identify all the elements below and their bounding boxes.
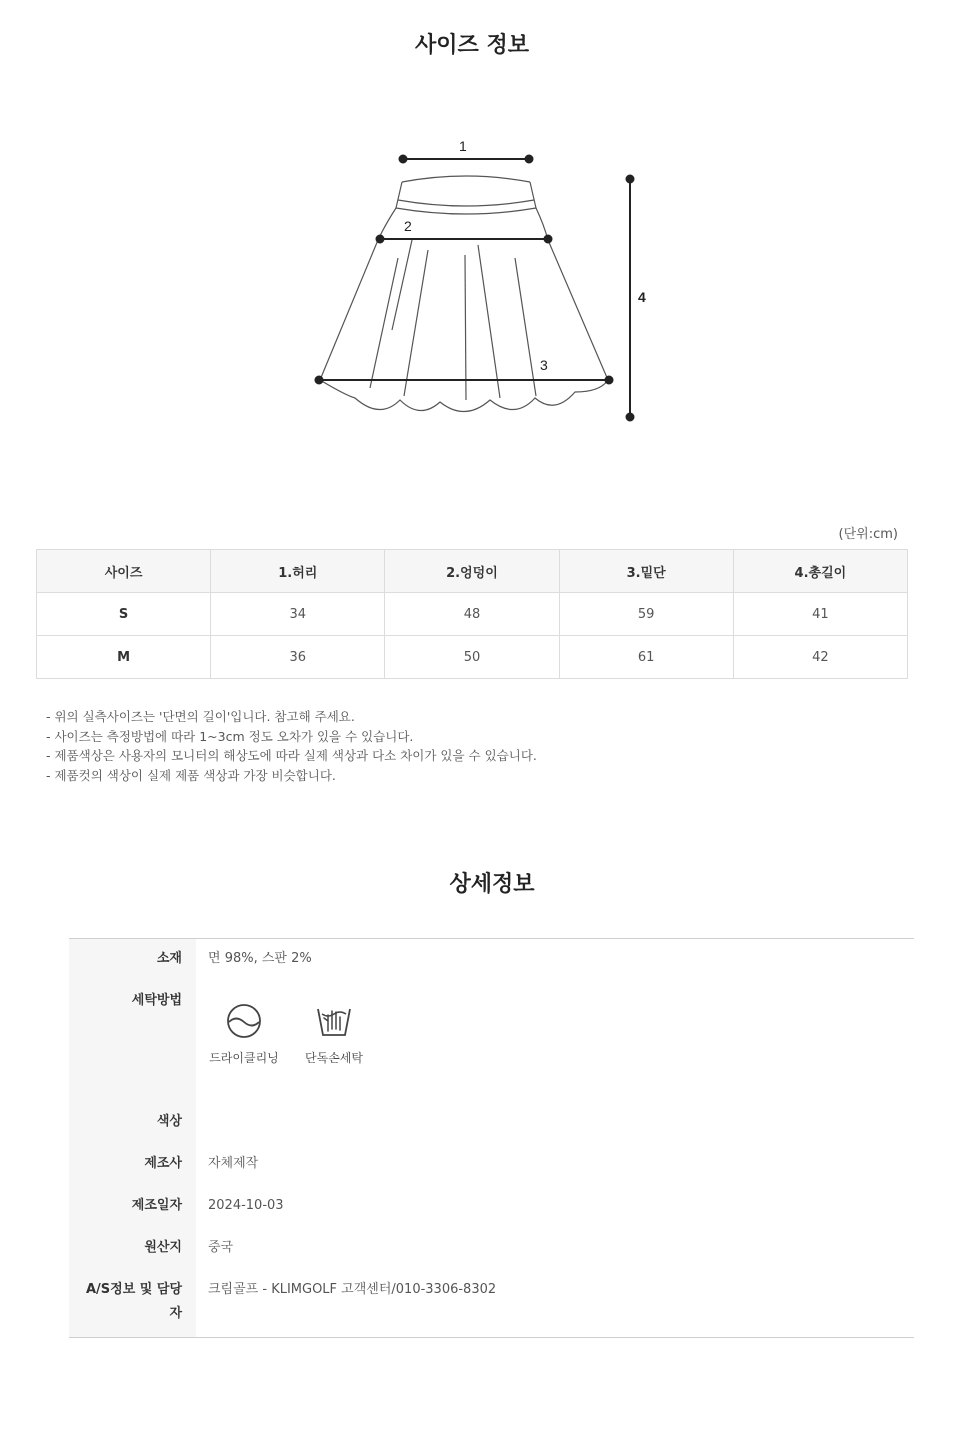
care-item-dry-clean (208, 1001, 280, 1066)
header-hem: 3.밑단 (559, 550, 733, 593)
header-hip: 2.엉덩이 (385, 550, 559, 593)
cell-value: 48 (385, 593, 559, 636)
header-waist: 1.허리 (211, 550, 385, 593)
cell-value: 50 (385, 636, 559, 679)
as-contact-value: 크림골프 - KLIMGOLF 고객센터/010-3306-8302 (208, 1282, 497, 1297)
cell-value: 59 (559, 593, 733, 636)
table-header-row (37, 550, 908, 593)
care-item-hand-wash (298, 1001, 370, 1066)
origin-value: 중국 (208, 1240, 234, 1255)
row-size: M (37, 636, 211, 679)
skirt-measurement-diagram (300, 130, 660, 430)
cell-value: 42 (733, 636, 907, 679)
note-item: - 사이즈는 측정방법에 따라 1~3cm 정도 오차가 있을 수 있습니다. (46, 728, 414, 744)
header-length: 4.총길이 (733, 550, 907, 593)
size-notes (46, 707, 537, 785)
as-contact-label (62, 1278, 182, 1326)
material-label: 소재 (156, 951, 182, 966)
table-row (37, 636, 908, 679)
diagram-label-2: 2 (404, 218, 412, 234)
as-contact-label-line1: A/S정보 및 담당 (85, 1282, 182, 1297)
note-item: - 제품색상은 사용자의 모니터의 해상도에 따라 실제 색상과 다소 차이가 있을 수 있습니다. (46, 748, 537, 763)
washing-label: 세탁방법 (131, 993, 182, 1008)
dry-clean-label: 드라이클리닝 (209, 1051, 279, 1065)
hand-wash-icon (314, 1001, 354, 1041)
care-icons (208, 1001, 370, 1066)
header-size: 사이즈 (37, 550, 211, 593)
material-value: 면 98%, 스판 2% (208, 951, 312, 966)
as-contact-label-line2: 자 (169, 1306, 182, 1321)
origin-label: 원산지 (144, 1240, 182, 1255)
manufacturer-value: 자체제작 (208, 1156, 259, 1171)
row-size: S (37, 593, 211, 636)
note-item: - 위의 실측사이즈는 '단면의 길이'입니다. 참고해 주세요. (46, 709, 355, 724)
size-table (36, 549, 908, 679)
size-info-title: 사이즈 정보 (415, 33, 529, 58)
table-row (37, 593, 908, 636)
cell-value: 36 (211, 636, 385, 679)
cell-value: 61 (559, 636, 733, 679)
color-label: 색상 (156, 1114, 182, 1129)
cell-value: 34 (211, 593, 385, 636)
hand-wash-label: 단독손세탁 (305, 1051, 363, 1065)
diagram-label-3: 3 (540, 357, 548, 373)
unit-label: (단위:cm) (838, 527, 898, 542)
cell-value: 41 (733, 593, 907, 636)
manufacture-date-value: 2024-10-03 (208, 1198, 284, 1213)
manufacturer-label: 제조사 (144, 1156, 182, 1171)
note-item: - 제품컷의 색상이 실제 제품 색상과 가장 비슷합니다. (46, 767, 336, 783)
manufacture-date-label: 제조일자 (131, 1198, 182, 1213)
diagram-label-1: 1 (459, 138, 467, 154)
detail-info-title: 상세정보 (449, 872, 535, 897)
diagram-label-4: 4 (638, 289, 646, 305)
detail-info-table (69, 938, 914, 1338)
dry-clean-icon (224, 1001, 264, 1041)
